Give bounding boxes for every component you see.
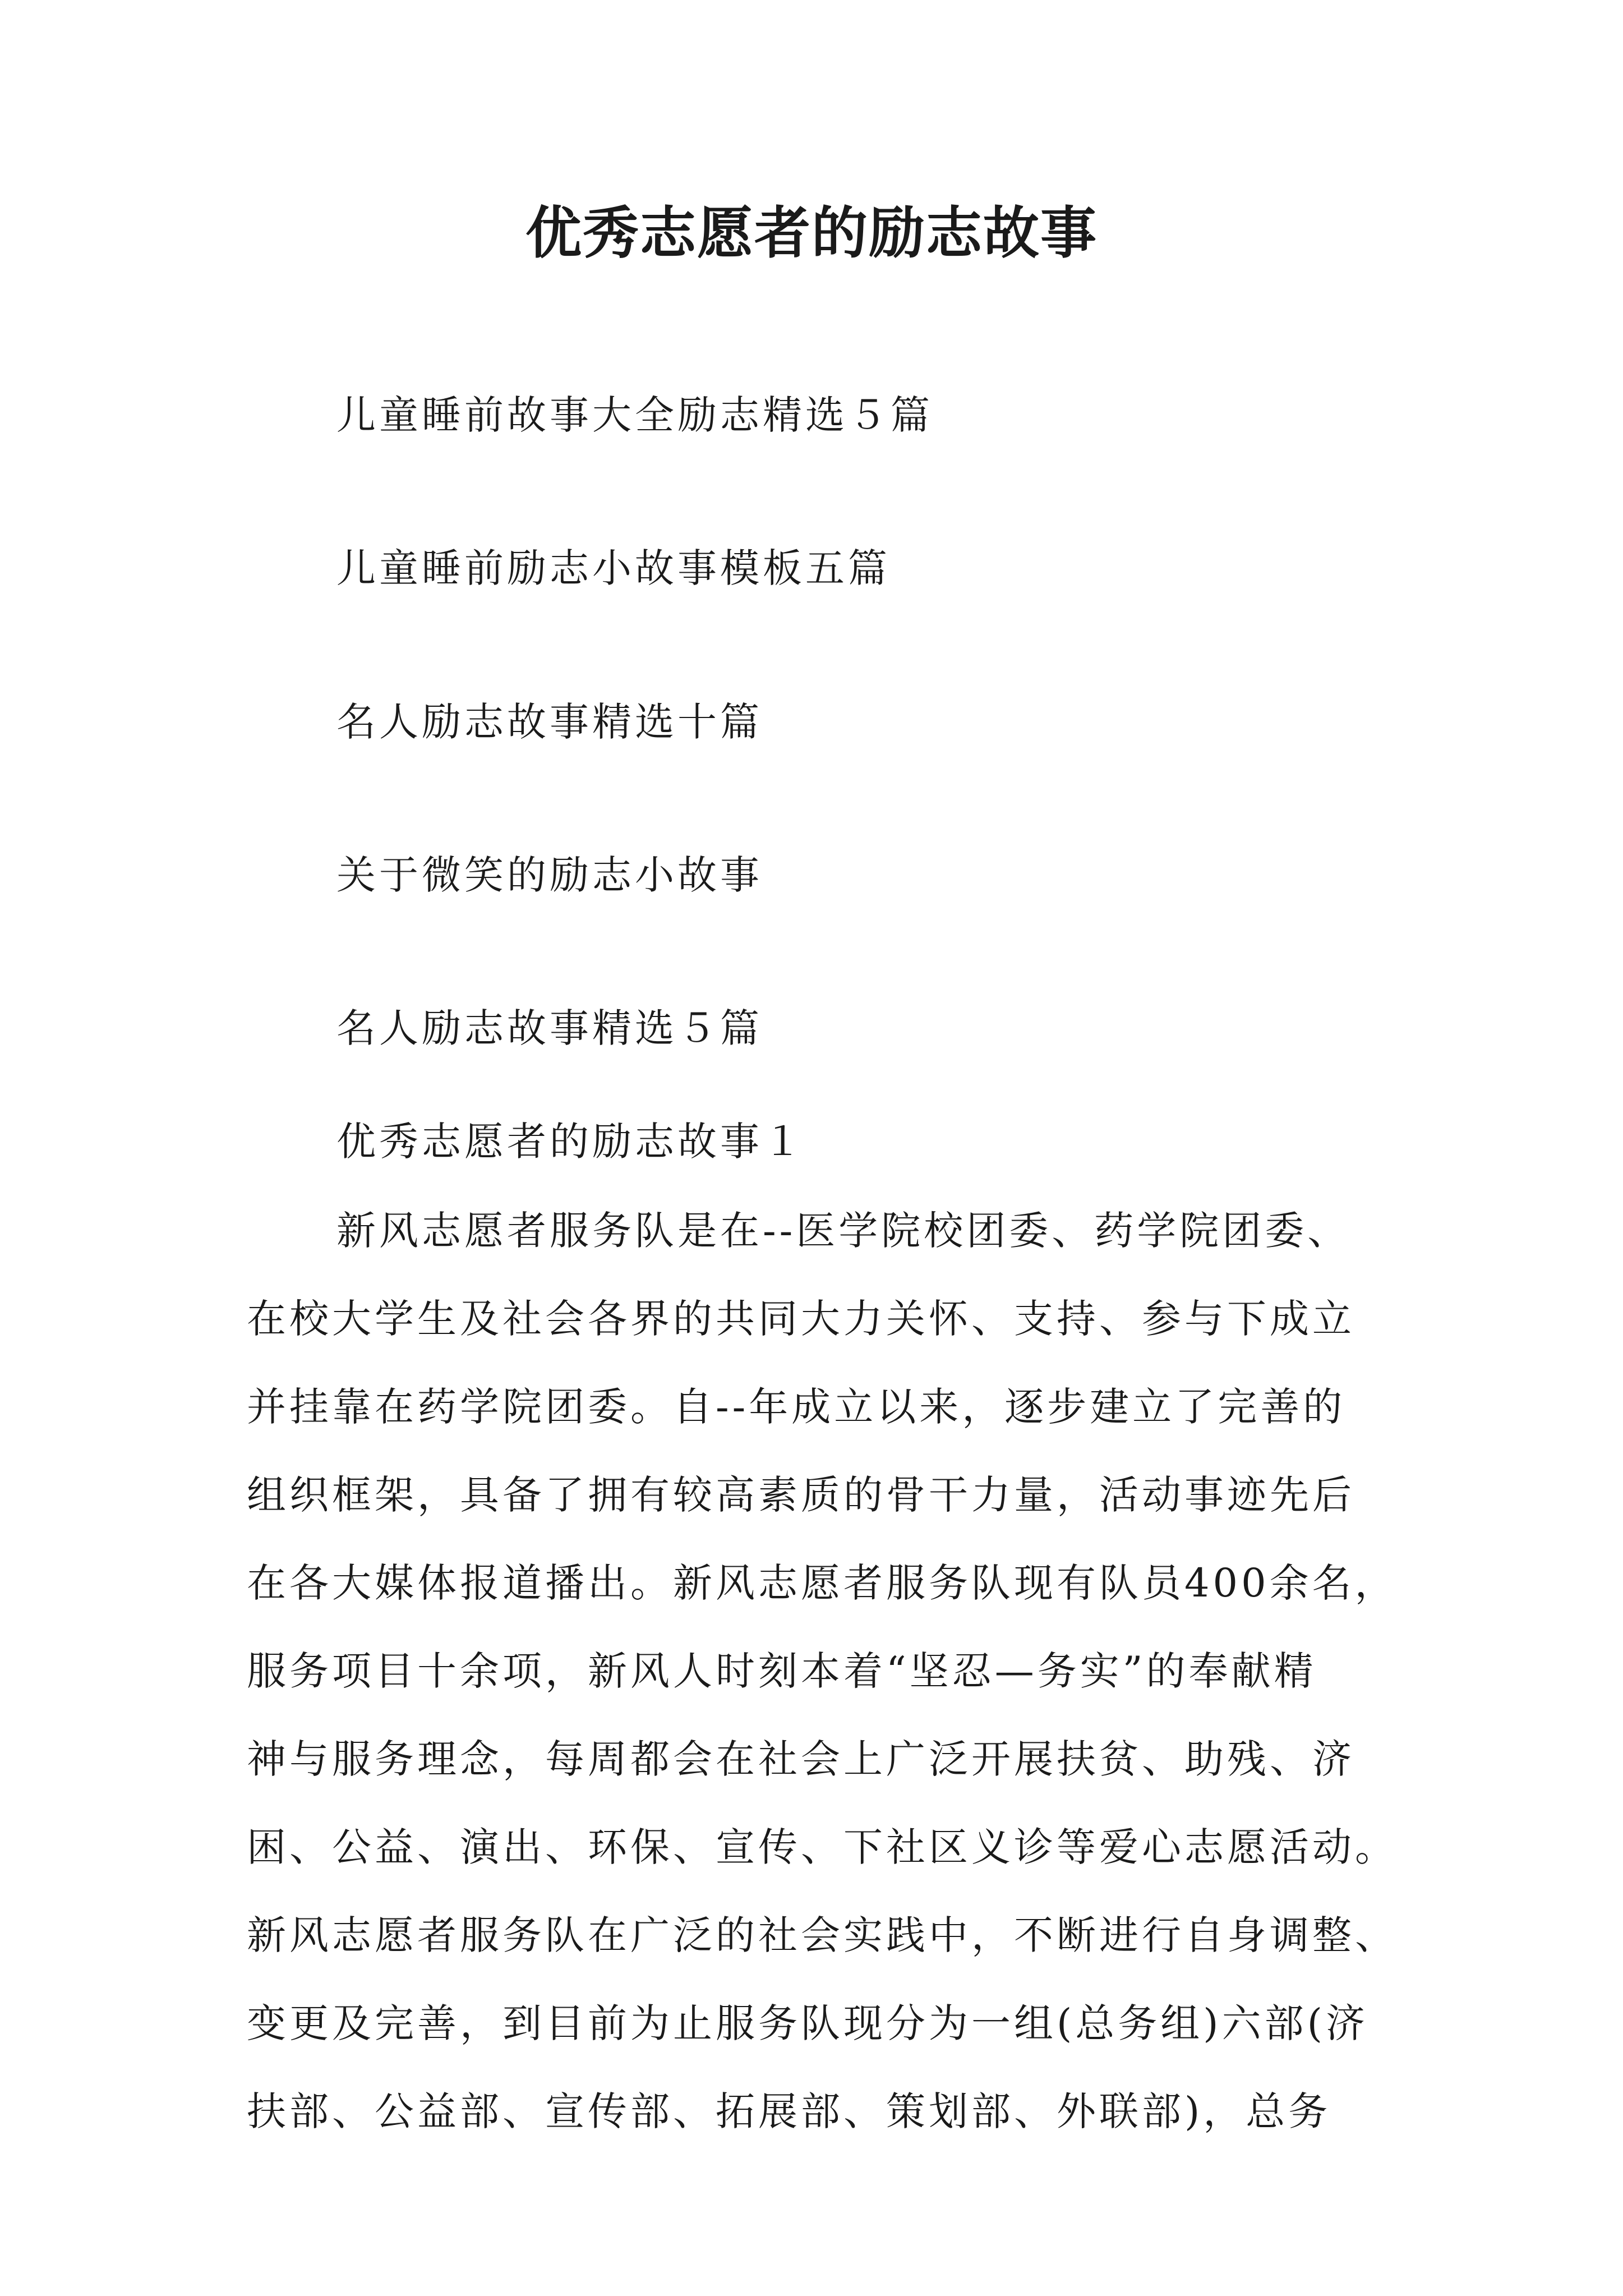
toc-item[interactable]: 儿童睡前励志小故事模板五篇 [336,545,891,591]
body-line: 扶部、公益部、宣传部、拓展部、策划部、外联部)，总务 [247,2088,1331,2134]
body-line: 困、公益、演出、环保、宣传、下社区义诊等爱心志愿活动。 [247,1824,1398,1870]
body-line: 在校大学生及社会各界的共同大力关怀、支持、参与下成立 [247,1296,1355,1342]
toc-item[interactable]: 关于微笑的励志小故事 [336,852,763,898]
body-line: 并挂靠在药学院团委。自--年成立以来，逐步建立了完善的 [247,1384,1346,1430]
body-line: 服务项目十余项，新风人时刻本着“坚忍—务实”的奉献精 [247,1648,1317,1694]
body-line: 新风志愿者服务队是在--医学院校团委、药学院团委、 [336,1208,1350,1254]
toc-item[interactable]: 名人励志故事精选５篇 [336,1005,763,1051]
body-line: 变更及完善，到目前为止服务队现分为一组(总务组)六部(济 [247,2000,1368,2046]
section-heading: 优秀志愿者的励志故事１ [336,1119,805,1165]
body-line: 在各大媒体报道播出。新风志愿者服务队现有队员400余名， [247,1560,1398,1606]
document-title: 优秀志愿者的励志故事 [525,200,1098,266]
toc-item[interactable]: 儿童睡前故事大全励志精选５篇 [336,392,933,438]
body-line: 新风志愿者服务队在广泛的社会实践中，不断进行自身调整、 [247,1912,1398,1958]
body-line: 神与服务理念，每周都会在社会上广泛开展扶贫、助残、济 [247,1736,1355,1782]
toc-item[interactable]: 名人励志故事精选十篇 [336,699,763,745]
body-line: 组织框架，具备了拥有较高素质的骨干力量，活动事迹先后 [247,1472,1355,1518]
